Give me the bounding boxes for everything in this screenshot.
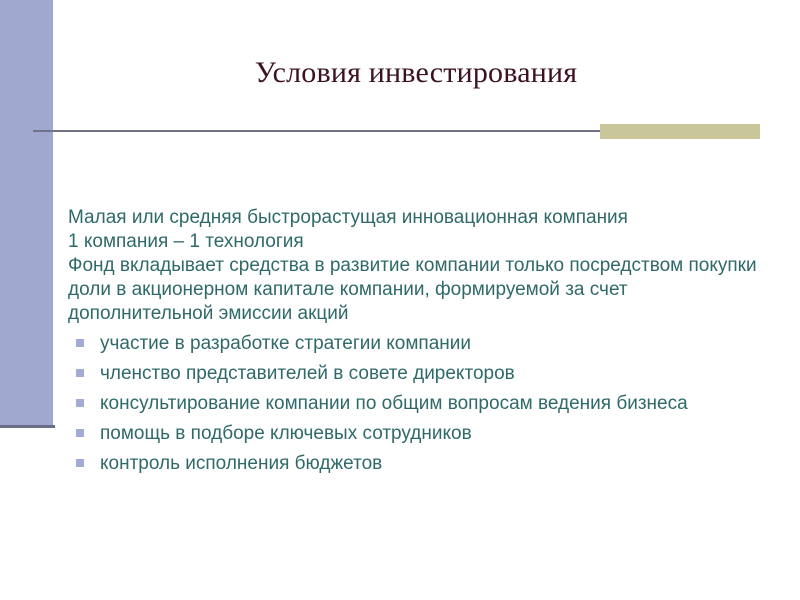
body-paragraph: Фонд вкладывает средства в развитие компании только посредством покупки доли в акционерном капитале компании, формируемой за счет дополнительной эмиссии акций	[68, 255, 757, 324]
square-bullet-icon	[76, 399, 84, 407]
square-bullet-icon	[76, 369, 84, 377]
square-bullet-icon	[76, 339, 84, 347]
slide-body	[68, 206, 768, 482]
bullet-item	[68, 362, 740, 386]
bullet-text: членство представителей в совете директоров	[100, 363, 515, 384]
bullet-text: участие в разработке стратегии компании	[100, 333, 472, 354]
body-paragraph: Малая или средняя быстрорастущая инновационная компания	[68, 207, 628, 228]
bullet-item	[68, 422, 740, 446]
square-bullet-icon	[76, 459, 84, 467]
slide-title: Условия инвестирования	[254, 56, 578, 89]
bullet-text: помощь в подборе ключевых сотрудников	[100, 423, 472, 444]
left-band-bottom-edge	[0, 425, 55, 428]
bullet-text: контроль исполнения бюджетов	[100, 453, 383, 474]
divider-accent-bar	[600, 124, 760, 139]
bullet-item	[68, 452, 740, 476]
body-paragraph: 1 компания – 1 технология	[68, 231, 304, 252]
bullet-item	[68, 392, 740, 416]
square-bullet-icon	[76, 429, 84, 437]
bullet-item	[68, 332, 740, 356]
bullet-list	[68, 332, 768, 476]
bullet-text: консультирование компании по общим вопросам ведения бизнеса	[100, 393, 688, 414]
